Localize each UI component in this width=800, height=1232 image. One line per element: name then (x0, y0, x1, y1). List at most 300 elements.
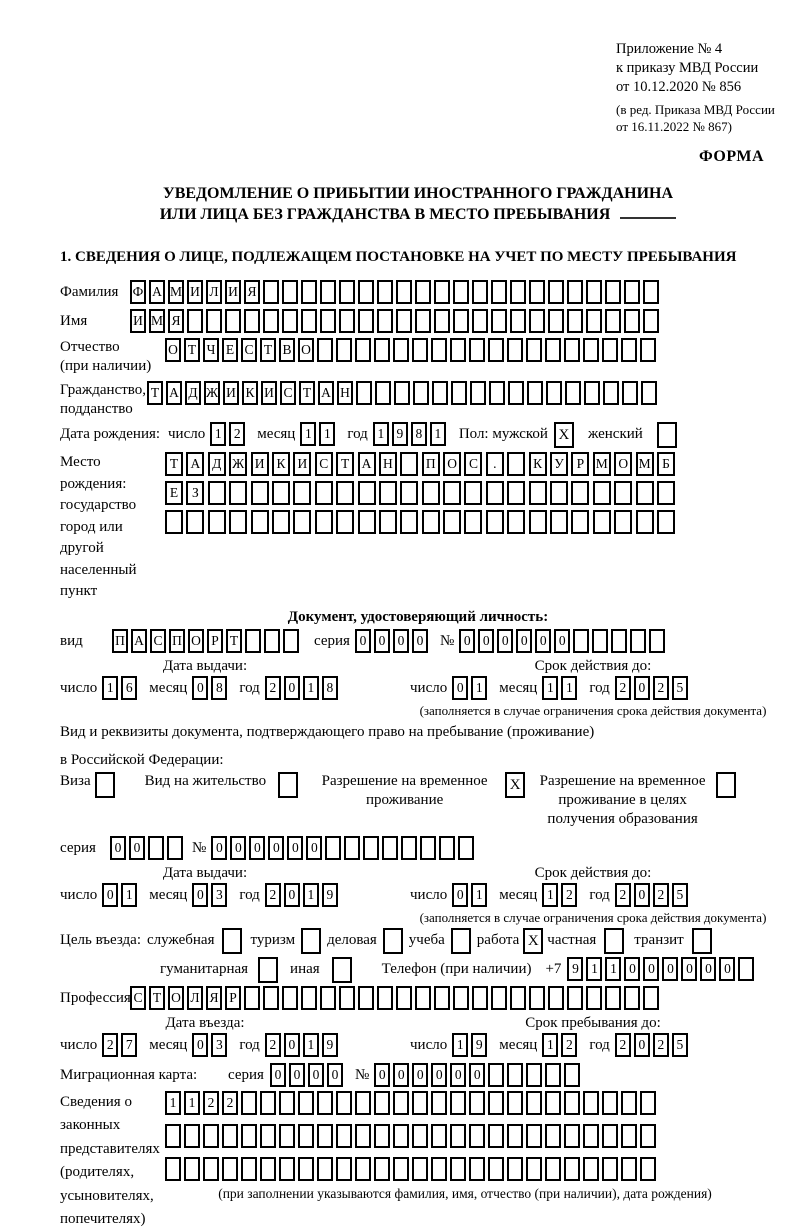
char-cell (450, 338, 466, 362)
char-cell (412, 1091, 428, 1115)
purpose-work-checkbox: X (523, 928, 543, 954)
doc-issue-year-cells (265, 676, 341, 700)
char-cell: 0 (289, 1063, 305, 1087)
char-cell (315, 481, 333, 505)
char-cell: 2 (203, 1091, 219, 1115)
char-cell (298, 1157, 314, 1181)
char-cell: 1 (430, 422, 446, 446)
char-cell: Ч (203, 338, 219, 362)
char-cell (593, 481, 611, 505)
char-cell: О (165, 338, 181, 362)
header-line: к приказу МВД России (616, 60, 759, 76)
char-cell: Т (336, 452, 354, 476)
char-cell: М (593, 452, 611, 476)
char-cell: 0 (634, 676, 650, 700)
char-cell: А (358, 452, 376, 476)
char-cell (412, 338, 428, 362)
char-cell (400, 481, 418, 505)
char-cell (203, 1124, 219, 1148)
char-cell (643, 280, 659, 304)
char-cell: 2 (222, 1091, 238, 1115)
temp-residence-edu-label: Разрешение на временное проживание в целях получения образования (539, 772, 706, 827)
char-cell (470, 381, 486, 405)
char-cell (469, 1124, 485, 1148)
char-cell: 1 (319, 422, 335, 446)
permit-number-label: № (192, 839, 207, 856)
char-cell: А (166, 381, 182, 405)
char-cell: 0 (624, 957, 640, 981)
char-cell (571, 481, 589, 505)
char-cell (377, 986, 393, 1010)
char-cell: 0 (450, 1063, 466, 1087)
entry-date-heading: Дата въезда: (165, 1014, 245, 1031)
char-cell (263, 986, 279, 1010)
doc-kind-label: вид (60, 632, 83, 649)
char-cell (336, 1157, 352, 1181)
mig-number-label: № (354, 1066, 370, 1083)
char-cell: Т (260, 338, 276, 362)
char-cell (393, 1091, 409, 1115)
char-cell: Р (571, 452, 589, 476)
char-cell (450, 1157, 466, 1181)
char-cell (186, 510, 204, 534)
char-cell (507, 1157, 523, 1181)
char-cell: Д (185, 381, 201, 405)
char-cell (401, 836, 417, 860)
char-cell: 9 (567, 957, 583, 981)
permit-issue-month-cells (192, 883, 230, 907)
char-cell (377, 280, 393, 304)
char-cell (472, 309, 488, 333)
char-cell (431, 1157, 447, 1181)
phone-label: Телефон (при наличии) (381, 960, 532, 977)
char-cell (148, 836, 164, 860)
char-cell: П (422, 452, 440, 476)
char-cell: Л (206, 280, 222, 304)
doc-dates-block: Дата выдачи: число 1 6 месяц 0 8 год 2 0 1 8 Срок действия до: число 0 1 месяц 1 1 год 2 0 2 5 (заполняется в случае ограничения срока действия документа) (60, 657, 776, 719)
char-cell (282, 280, 298, 304)
char-cell: 0 (192, 676, 208, 700)
char-cell: Е (222, 338, 238, 362)
stay-year-cells (615, 1033, 691, 1057)
char-cell: 2 (265, 883, 281, 907)
char-cell (583, 1124, 599, 1148)
char-cell (564, 338, 580, 362)
char-cell: С (150, 629, 166, 653)
char-cell (422, 481, 440, 505)
char-cell (636, 481, 654, 505)
char-cell: У (550, 452, 568, 476)
residence-doc-options-row (60, 772, 776, 829)
char-cell (379, 510, 397, 534)
char-cell (393, 1124, 409, 1148)
purpose-business-checkbox (383, 928, 403, 954)
char-cell (165, 510, 183, 534)
char-cell (317, 1091, 333, 1115)
permit-issue-year-cells (265, 883, 341, 907)
doc-issue-day-cells (102, 676, 140, 700)
char-cell (453, 309, 469, 333)
char-cell: Т (149, 986, 165, 1010)
char-cell: 1 (303, 1033, 319, 1057)
char-cell (355, 1091, 371, 1115)
char-cell (583, 1091, 599, 1115)
char-cell (325, 836, 341, 860)
sex-male-label: Пол: мужской (458, 426, 548, 442)
char-cell: 2 (615, 1033, 631, 1057)
char-cell (229, 481, 247, 505)
char-cell: 9 (322, 883, 338, 907)
char-cell: А (149, 280, 165, 304)
char-cell: Т (184, 338, 200, 362)
purpose-other-checkbox (332, 957, 352, 983)
char-cell (400, 510, 418, 534)
char-cell (355, 338, 371, 362)
char-cell: 8 (322, 676, 338, 700)
char-cell: 0 (249, 836, 265, 860)
char-cell (550, 481, 568, 505)
doc-series-cells (355, 629, 431, 653)
char-cell (545, 1063, 561, 1087)
purpose-study-label: учеба (408, 931, 445, 948)
char-cell (469, 338, 485, 362)
sex-female-checkbox (657, 422, 677, 448)
char-cell: 0 (459, 629, 475, 653)
char-cell (301, 986, 317, 1010)
char-cell: 2 (653, 676, 669, 700)
char-cell: П (112, 629, 128, 653)
char-cell: Д (208, 452, 226, 476)
birth-month-cells (300, 422, 338, 446)
char-cell: К (529, 452, 547, 476)
char-cell: 1 (121, 883, 137, 907)
doc-number-label: № (439, 632, 455, 649)
char-cell: Я (168, 309, 184, 333)
char-cell (241, 1124, 257, 1148)
char-cell (431, 338, 447, 362)
char-cell (603, 381, 619, 405)
char-cell: 0 (192, 883, 208, 907)
forma-label: ФОРМА (698, 148, 764, 165)
char-cell (241, 1091, 257, 1115)
char-cell: А (131, 629, 147, 653)
entry-day-cells (102, 1033, 140, 1057)
char-cell: 1 (300, 422, 316, 446)
char-cell: 1 (165, 1091, 181, 1115)
mig-number-cells (374, 1063, 583, 1087)
char-cell (567, 986, 583, 1010)
char-cell (434, 280, 450, 304)
char-cell (548, 309, 564, 333)
char-cell (279, 1157, 295, 1181)
char-cell: 0 (412, 1063, 428, 1087)
surname-row (60, 280, 776, 304)
char-cell (527, 381, 543, 405)
char-cell: 0 (662, 957, 678, 981)
purpose-transit-checkbox (692, 928, 712, 954)
char-cell: 9 (322, 1033, 338, 1057)
entry-year-cells (265, 1033, 341, 1057)
char-cell: 0 (308, 1063, 324, 1087)
char-cell: 1 (561, 676, 577, 700)
char-cell: О (614, 452, 632, 476)
char-cell: 1 (586, 957, 602, 981)
char-cell: Р (207, 629, 223, 653)
residence-permit-label: Вид на жительство (144, 772, 267, 789)
char-cell (548, 280, 564, 304)
char-cell (298, 1091, 314, 1115)
char-cell: О (188, 629, 204, 653)
char-cell (415, 986, 431, 1010)
char-cell: 0 (306, 836, 322, 860)
char-cell (621, 1124, 637, 1148)
char-cell (336, 481, 354, 505)
char-cell (489, 381, 505, 405)
char-cell: 0 (634, 1033, 650, 1057)
char-cell (624, 986, 640, 1010)
char-cell (241, 1157, 257, 1181)
char-cell (545, 1124, 561, 1148)
purpose-humanitarian-checkbox (258, 957, 278, 983)
stay-until-heading: Срок пребывания до: (525, 1014, 661, 1031)
temp-residence-label: Разрешение на временное проживание (321, 772, 488, 808)
char-cell (507, 1063, 523, 1087)
char-cell (510, 280, 526, 304)
char-cell: М (149, 309, 165, 333)
permit-number-cells (211, 836, 477, 860)
char-cell (464, 481, 482, 505)
char-cell (529, 986, 545, 1010)
char-cell (450, 1091, 466, 1115)
char-cell (550, 510, 568, 534)
char-cell: 1 (471, 676, 487, 700)
char-cell (260, 1157, 276, 1181)
char-cell (605, 309, 621, 333)
char-cell (564, 1124, 580, 1148)
purpose-tourism-label: туризм (250, 931, 296, 948)
birth-day-cells (210, 422, 248, 446)
char-cell (165, 1124, 181, 1148)
char-cell (422, 510, 440, 534)
char-cell (379, 481, 397, 505)
char-cell (565, 381, 581, 405)
char-cell: 0 (211, 836, 227, 860)
day-label: число (168, 426, 206, 442)
char-cell (443, 481, 461, 505)
mig-series-label: серия (228, 1066, 264, 1083)
char-cell (640, 1157, 656, 1181)
char-cell (412, 1124, 428, 1148)
char-cell: 0 (192, 1033, 208, 1057)
stay-day-cells (452, 1033, 490, 1057)
identity-doc-row (60, 629, 776, 653)
char-cell: 1 (542, 676, 558, 700)
char-cell (165, 1157, 181, 1181)
char-cell: 0 (268, 836, 284, 860)
char-cell: 5 (672, 1033, 688, 1057)
residence-doc-text2: в Российской Федерации: (60, 751, 224, 768)
birth-date-label: Дата рождения: (60, 426, 161, 442)
purpose-work-label: работа (476, 931, 520, 948)
form-title-line1: УВЕДОМЛЕНИЕ О ПРИБЫТИИ ИНОСТРАННОГО ГРАЖДАНИНА (162, 185, 674, 202)
char-cell: 0 (535, 629, 551, 653)
birth-place-block (60, 452, 776, 603)
char-cell (571, 510, 589, 534)
char-cell (283, 629, 299, 653)
char-cell: 0 (110, 836, 126, 860)
char-cell: И (261, 381, 277, 405)
char-cell (320, 280, 336, 304)
char-cell (491, 986, 507, 1010)
char-cell (358, 481, 376, 505)
char-cell: 0 (719, 957, 735, 981)
purpose-humanitarian-label: гуманитарная (160, 960, 249, 977)
char-cell: Т (165, 452, 183, 476)
char-cell: М (636, 452, 654, 476)
char-cell (564, 1157, 580, 1181)
char-cell: О (298, 338, 314, 362)
char-cell (526, 1063, 542, 1087)
char-cell (469, 1157, 485, 1181)
patronymic-label: Отчество (при наличии) (60, 339, 152, 374)
char-cell (432, 381, 448, 405)
char-cell: 0 (393, 1063, 409, 1087)
char-cell (593, 510, 611, 534)
char-cell (583, 338, 599, 362)
char-cell (315, 510, 333, 534)
char-cell: И (251, 452, 269, 476)
char-cell (488, 1063, 504, 1087)
char-cell (439, 836, 455, 860)
char-cell (393, 338, 409, 362)
char-cell (507, 1091, 523, 1115)
char-cell (529, 280, 545, 304)
char-cell: Т (147, 381, 163, 405)
char-cell (282, 309, 298, 333)
char-cell (510, 309, 526, 333)
char-cell (567, 309, 583, 333)
form-title (60, 183, 776, 225)
char-cell: 1 (542, 883, 558, 907)
char-cell: 1 (303, 883, 319, 907)
char-cell: 1 (452, 1033, 468, 1057)
char-cell (263, 280, 279, 304)
char-cell (377, 309, 393, 333)
char-cell (415, 280, 431, 304)
char-cell (630, 629, 646, 653)
char-cell (472, 280, 488, 304)
char-cell: 5 (672, 883, 688, 907)
char-cell: 0 (681, 957, 697, 981)
char-cell: 1 (471, 883, 487, 907)
char-cell: 1 (210, 422, 226, 446)
char-cell (486, 481, 504, 505)
char-cell: 8 (211, 676, 227, 700)
char-cell: Н (379, 452, 397, 476)
char-cell (624, 280, 640, 304)
char-cell (614, 481, 632, 505)
char-cell (583, 1157, 599, 1181)
char-cell (222, 1124, 238, 1148)
char-cell (488, 1124, 504, 1148)
char-cell (396, 309, 412, 333)
char-cell (507, 452, 525, 476)
header-line: от 10.12.2020 № 856 (616, 79, 742, 95)
char-cell (336, 338, 352, 362)
char-cell (293, 481, 311, 505)
char-cell (621, 1091, 637, 1115)
char-cell: 2 (561, 883, 577, 907)
doc-valid-month-cells (542, 676, 580, 700)
char-cell (264, 629, 280, 653)
char-cell: 0 (554, 629, 570, 653)
char-cell: 0 (478, 629, 494, 653)
char-cell: С (280, 381, 296, 405)
char-cell (458, 836, 474, 860)
char-cell (203, 1157, 219, 1181)
phone-cells (567, 957, 757, 981)
permit-series-label: серия (60, 839, 96, 856)
char-cell (320, 986, 336, 1010)
permit-series-cells (110, 836, 186, 860)
char-cell (358, 986, 374, 1010)
doc-valid-day-cells (452, 676, 490, 700)
char-cell (510, 986, 526, 1010)
residence-doc-text1: Вид и реквизиты документа, подтверждающего право на пребывание (проживание) (60, 723, 595, 740)
representatives-rows (165, 1091, 765, 1202)
char-cell: 0 (497, 629, 513, 653)
char-cell: Л (187, 986, 203, 1010)
sex-female-label: женский (587, 426, 643, 442)
char-cell: П (169, 629, 185, 653)
char-cell (393, 1157, 409, 1181)
purpose-transit-label: транзит (634, 931, 684, 948)
char-cell (508, 381, 524, 405)
char-cell: 0 (452, 676, 468, 700)
char-cell (400, 452, 418, 476)
char-cell: 0 (643, 957, 659, 981)
char-cell (279, 1091, 295, 1115)
char-cell (251, 481, 269, 505)
char-cell (317, 338, 333, 362)
representatives-note: (при заполнении указываются фамилия, имя, отчество (при наличии), дата рождения) (218, 1185, 712, 1201)
char-cell (545, 338, 561, 362)
profession-row (60, 986, 776, 1010)
char-cell (206, 309, 222, 333)
visa-checkbox (95, 772, 115, 798)
char-cell (526, 1124, 542, 1148)
char-cell (358, 510, 376, 534)
char-cell: О (443, 452, 461, 476)
form-title-line2: ИЛИ ЛИЦА БЕЗ ГРАЖДАНСТВА В МЕСТО ПРЕБЫВАНИЯ (60, 204, 776, 225)
char-cell: 9 (392, 422, 408, 446)
char-cell: 7 (121, 1033, 137, 1057)
month-label: месяц (257, 426, 296, 442)
char-cell: К (272, 452, 290, 476)
char-cell: 0 (327, 1063, 343, 1087)
char-cell (548, 986, 564, 1010)
char-cell (374, 1157, 390, 1181)
char-cell (260, 1124, 276, 1148)
char-cell: 2 (265, 676, 281, 700)
doc-valid-until-heading: Срок действия до: (534, 657, 652, 674)
char-cell (339, 309, 355, 333)
residence-permit-checkbox (278, 772, 298, 798)
char-cell: И (225, 280, 241, 304)
char-cell (394, 381, 410, 405)
char-cell (564, 1091, 580, 1115)
char-cell (317, 1124, 333, 1148)
